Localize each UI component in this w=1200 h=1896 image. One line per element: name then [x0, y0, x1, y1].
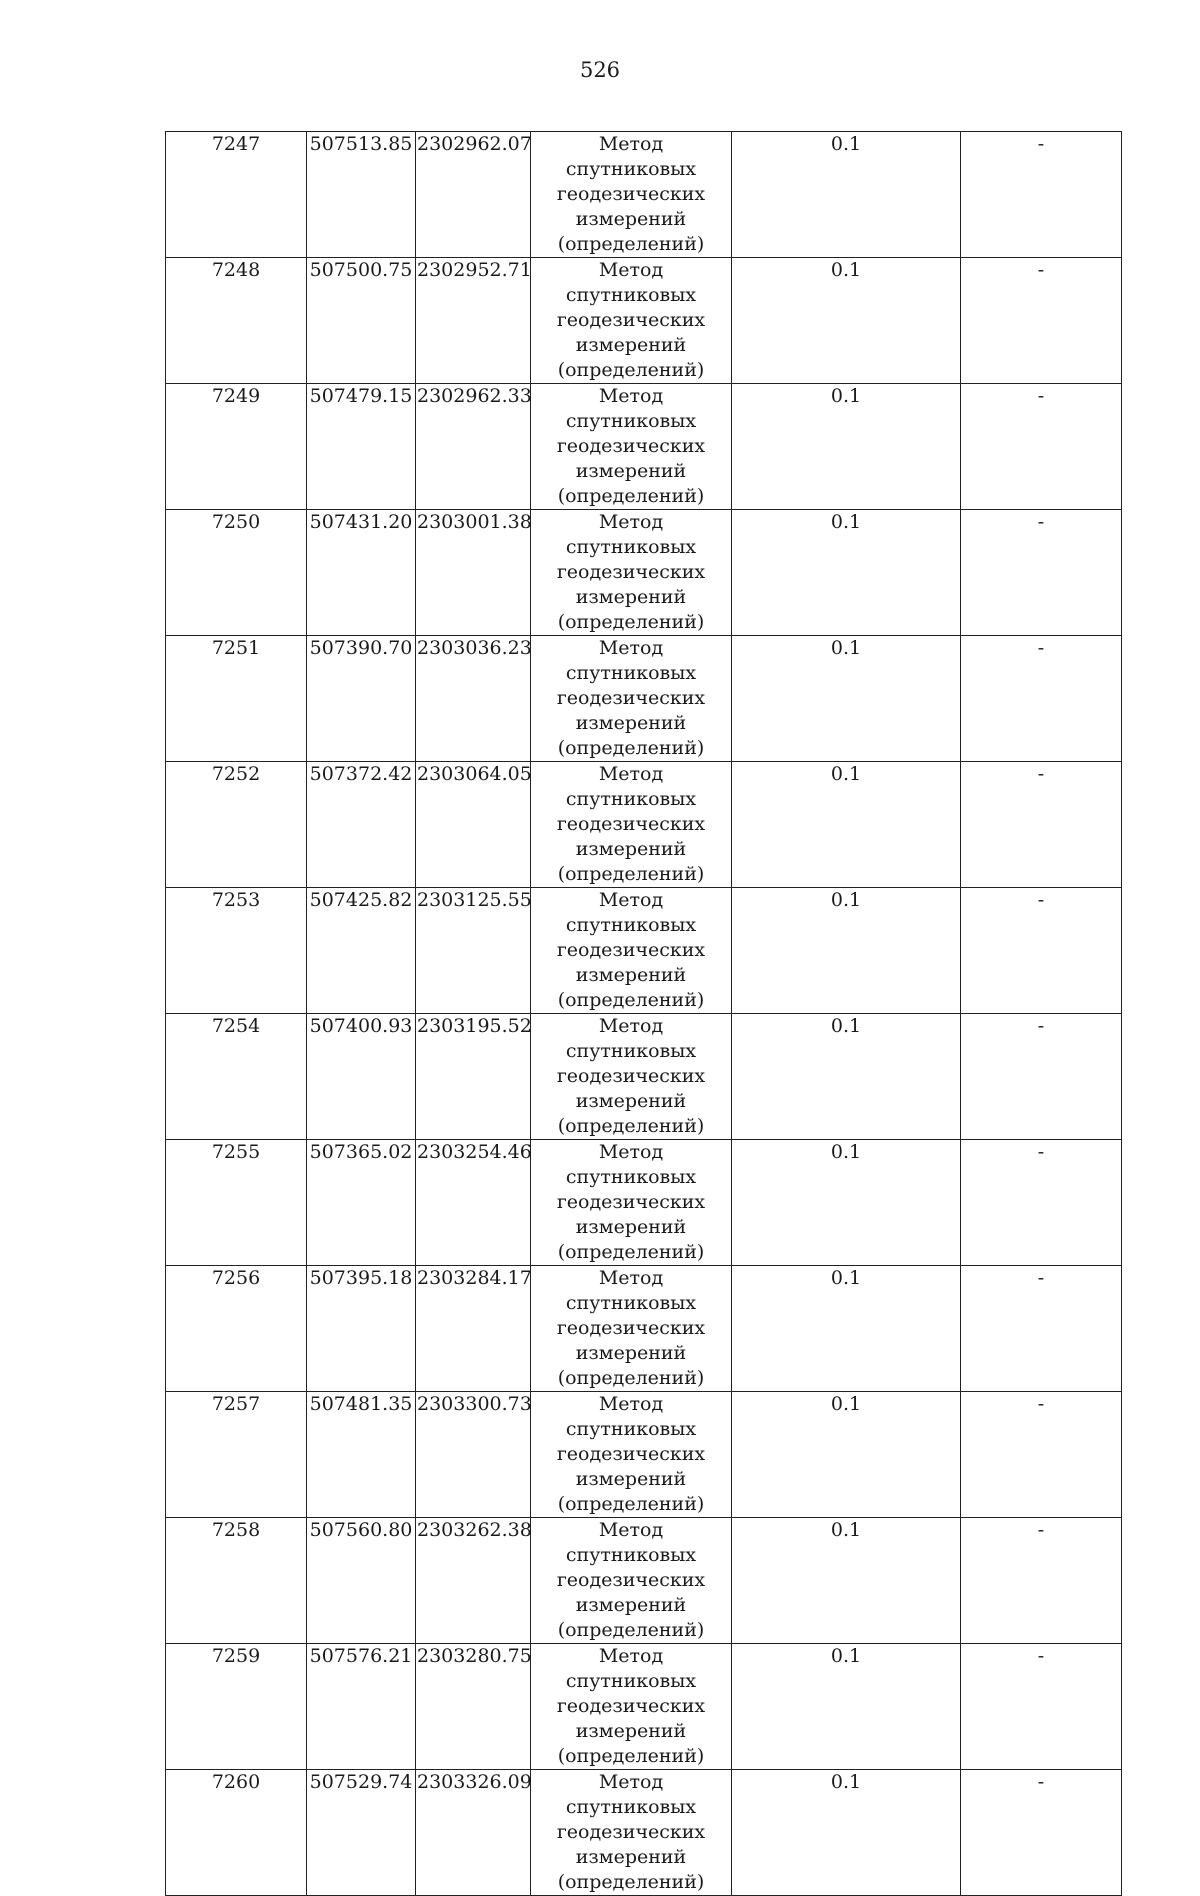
note-cell: - — [961, 132, 1122, 258]
y-coordinate-cell: 2303284.17 — [416, 1266, 531, 1392]
accuracy-cell: 0.1 — [732, 1266, 961, 1392]
x-coordinate-cell: 507390.70 — [307, 636, 416, 762]
table-row — [166, 1518, 1122, 1644]
accuracy-cell: 0.1 — [732, 888, 961, 1014]
point-number-cell: 7250 — [166, 510, 307, 636]
note-cell: - — [961, 258, 1122, 384]
table-row — [166, 762, 1122, 888]
point-number-cell: 7251 — [166, 636, 307, 762]
table-row — [166, 1644, 1122, 1770]
x-coordinate-cell: 507576.21 — [307, 1644, 416, 1770]
table-body — [166, 132, 1122, 1896]
method-cell: Метод спутниковых геодезических измерений (определений) — [531, 384, 732, 510]
table-row — [166, 1392, 1122, 1518]
point-number-cell: 7252 — [166, 762, 307, 888]
point-number-cell: 7256 — [166, 1266, 307, 1392]
accuracy-cell: 0.1 — [732, 258, 961, 384]
accuracy-cell: 0.1 — [732, 384, 961, 510]
accuracy-cell: 0.1 — [732, 510, 961, 636]
x-coordinate-cell: 507372.42 — [307, 762, 416, 888]
x-coordinate-cell: 507400.93 — [307, 1014, 416, 1140]
y-coordinate-cell: 2303262.38 — [416, 1518, 531, 1644]
x-coordinate-cell: 507560.80 — [307, 1518, 416, 1644]
x-coordinate-cell: 507513.85 — [307, 132, 416, 258]
table-row — [166, 132, 1122, 258]
method-cell: Метод спутниковых геодезических измерений (определений) — [531, 888, 732, 1014]
x-coordinate-cell: 507479.15 — [307, 384, 416, 510]
x-coordinate-cell: 507425.82 — [307, 888, 416, 1014]
x-coordinate-cell: 507395.18 — [307, 1266, 416, 1392]
note-cell: - — [961, 636, 1122, 762]
y-coordinate-cell: 2303064.05 — [416, 762, 531, 888]
method-cell: Метод спутниковых геодезических измерений (определений) — [531, 1266, 732, 1392]
method-cell: Метод спутниковых геодезических измерений (определений) — [531, 1392, 732, 1518]
y-coordinate-cell: 2303326.09 — [416, 1770, 531, 1896]
method-cell: Метод спутниковых геодезических измерений (определений) — [531, 510, 732, 636]
table-row — [166, 1014, 1122, 1140]
accuracy-cell: 0.1 — [732, 636, 961, 762]
method-cell: Метод спутниковых геодезических измерений (определений) — [531, 1014, 732, 1140]
point-number-cell: 7248 — [166, 258, 307, 384]
y-coordinate-cell: 2302952.71 — [416, 258, 531, 384]
y-coordinate-cell: 2303280.75 — [416, 1644, 531, 1770]
coordinates-table — [165, 131, 1122, 1896]
note-cell: - — [961, 1266, 1122, 1392]
point-number-cell: 7254 — [166, 1014, 307, 1140]
method-cell: Метод спутниковых геодезических измерений (определений) — [531, 1140, 732, 1266]
point-number-cell: 7247 — [166, 132, 307, 258]
point-number-cell: 7253 — [166, 888, 307, 1014]
accuracy-cell: 0.1 — [732, 762, 961, 888]
note-cell: - — [961, 762, 1122, 888]
y-coordinate-cell: 2303195.52 — [416, 1014, 531, 1140]
y-coordinate-cell: 2303125.55 — [416, 888, 531, 1014]
method-cell: Метод спутниковых геодезических измерений (определений) — [531, 1518, 732, 1644]
table-row — [166, 1770, 1122, 1896]
table-row — [166, 888, 1122, 1014]
note-cell: - — [961, 1014, 1122, 1140]
note-cell: - — [961, 1644, 1122, 1770]
point-number-cell: 7255 — [166, 1140, 307, 1266]
x-coordinate-cell: 507500.75 — [307, 258, 416, 384]
table-row — [166, 1140, 1122, 1266]
accuracy-cell: 0.1 — [732, 1644, 961, 1770]
note-cell: - — [961, 1392, 1122, 1518]
x-coordinate-cell: 507529.74 — [307, 1770, 416, 1896]
point-number-cell: 7258 — [166, 1518, 307, 1644]
method-cell: Метод спутниковых геодезических измерений (определений) — [531, 1770, 732, 1896]
y-coordinate-cell: 2303001.38 — [416, 510, 531, 636]
x-coordinate-cell: 507431.20 — [307, 510, 416, 636]
table-row — [166, 384, 1122, 510]
note-cell: - — [961, 1770, 1122, 1896]
point-number-cell: 7249 — [166, 384, 307, 510]
note-cell: - — [961, 1518, 1122, 1644]
y-coordinate-cell: 2302962.33 — [416, 384, 531, 510]
method-cell: Метод спутниковых геодезических измерений (определений) — [531, 636, 732, 762]
y-coordinate-cell: 2303254.46 — [416, 1140, 531, 1266]
table-row — [166, 1266, 1122, 1392]
method-cell: Метод спутниковых геодезических измерений (определений) — [531, 258, 732, 384]
note-cell: - — [961, 510, 1122, 636]
point-number-cell: 7259 — [166, 1644, 307, 1770]
note-cell: - — [961, 888, 1122, 1014]
accuracy-cell: 0.1 — [732, 1518, 961, 1644]
x-coordinate-cell: 507365.02 — [307, 1140, 416, 1266]
accuracy-cell: 0.1 — [732, 1014, 961, 1140]
note-cell: - — [961, 1140, 1122, 1266]
table-row — [166, 510, 1122, 636]
method-cell: Метод спутниковых геодезических измерений (определений) — [531, 1644, 732, 1770]
note-cell: - — [961, 384, 1122, 510]
accuracy-cell: 0.1 — [732, 1140, 961, 1266]
table-row — [166, 636, 1122, 762]
method-cell: Метод спутниковых геодезических измерений (определений) — [531, 762, 732, 888]
accuracy-cell: 0.1 — [732, 1770, 961, 1896]
method-cell: Метод спутниковых геодезических измерений (определений) — [531, 132, 732, 258]
accuracy-cell: 0.1 — [732, 1392, 961, 1518]
point-number-cell: 7260 — [166, 1770, 307, 1896]
accuracy-cell: 0.1 — [732, 132, 961, 258]
y-coordinate-cell: 2303036.23 — [416, 636, 531, 762]
point-number-cell: 7257 — [166, 1392, 307, 1518]
x-coordinate-cell: 507481.35 — [307, 1392, 416, 1518]
page-number: 526 — [579, 58, 621, 82]
table-row — [166, 258, 1122, 384]
y-coordinate-cell: 2302962.07 — [416, 132, 531, 258]
y-coordinate-cell: 2303300.73 — [416, 1392, 531, 1518]
